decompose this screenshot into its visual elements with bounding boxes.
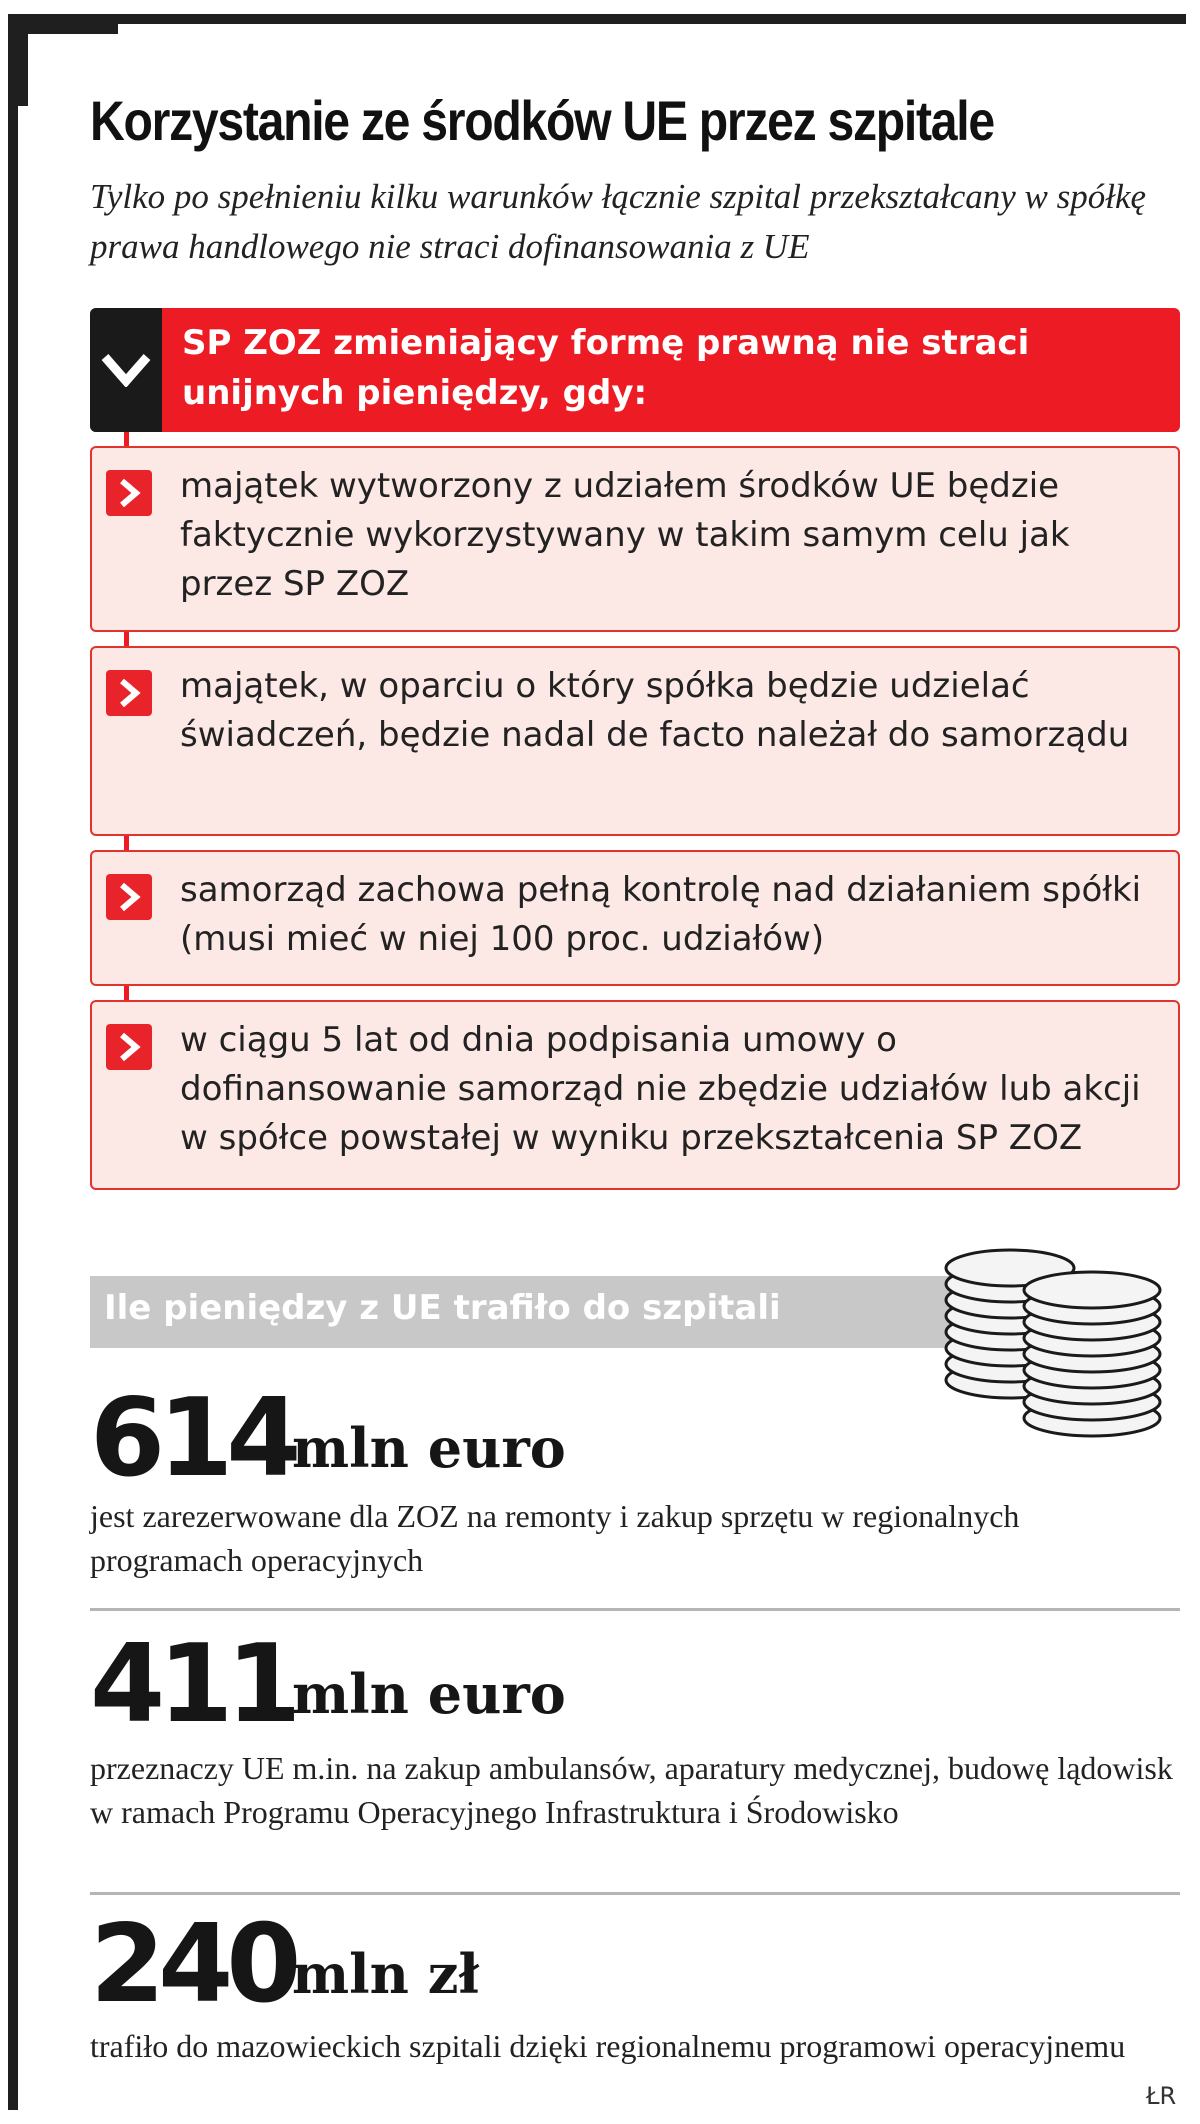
condition-item [90,850,1180,986]
connector-line [124,836,129,850]
connector-line [124,632,129,646]
condition-text: samorząd zachowa pełną kontrolę nad działaniem spółki (musi mieć w niej 100 proc. udziałów) [180,870,1142,959]
divider [90,1608,1180,1611]
chevron-right-icon [106,670,152,716]
chevron-right-icon [106,1024,152,1070]
divider [90,1892,1180,1895]
stat-description: jest zarezerwowane dla ZOZ na remonty i zakup sprzętu w regionalnych programach operacyjnych [90,1498,1020,1578]
conditions-header [90,308,1180,432]
stat-value: 411 [90,1622,295,1747]
conditions-header-text: SP ZOZ zmieniający formę prawną nie straci unijnych pieniędzy, gdy: [182,323,1030,413]
frame-top-rule [8,14,1186,24]
coins-icon [930,1240,1170,1440]
author-credit: ŁR [1146,2082,1177,2110]
condition-item [90,1000,1180,1190]
stat-value: 240 [90,1902,295,2027]
condition-item [90,446,1180,632]
condition-text: majątek wytworzony z udziałem środków UE będzie faktycznie wykorzystywany w takim samym celu jak przez SP ZOZ [180,466,1070,604]
stat-unit: mln euro [292,1416,566,1480]
condition-text: majątek, w oparciu o który spółka będzie udzielać świadczeń, będzie nadal de facto należał do samorządu [180,666,1130,755]
condition-text: w ciągu 5 lat od dnia podpisania umowy o dofinansowanie samorząd nie zbędzie udziałów lub akcji w spółce powstałej w wyniku przekształcenia SP ZOZ [180,1020,1141,1158]
connector-line [124,432,129,446]
connector-line [124,986,129,1000]
stat-unit: mln zł [292,1942,480,2006]
stat-unit: mln euro [292,1662,566,1726]
chevron-right-icon [106,470,152,516]
frame-left-rule [8,14,18,2110]
stats-banner-text: Ile pieniędzy z UE trafiło do szpitali [104,1288,781,1328]
condition-item [90,646,1180,836]
chevron-right-icon [106,874,152,920]
stat-value: 614 [90,1376,295,1501]
stats-banner [90,1276,960,1348]
chevron-down-icon [90,308,162,432]
stat-description: przeznaczy UE m.in. na zakup ambulansów, aparatury medycznej, budowę lądowisk w ramach Programu Operacyjnego Infrastruktura i Środowisko [90,1750,1173,1830]
page-subtitle: Tylko po spełnieniu kilku warunków łącznie szpital przekształcany w spółkę prawa handlowego nie straci dofinansowania z UE [90,177,1147,266]
page-title: Korzystanie ze środków UE przez szpitale [90,89,994,152]
stat-description: trafiło do mazowieckich szpitali dzięki regionalnemu programowi operacyjnemu [90,2028,1126,2064]
